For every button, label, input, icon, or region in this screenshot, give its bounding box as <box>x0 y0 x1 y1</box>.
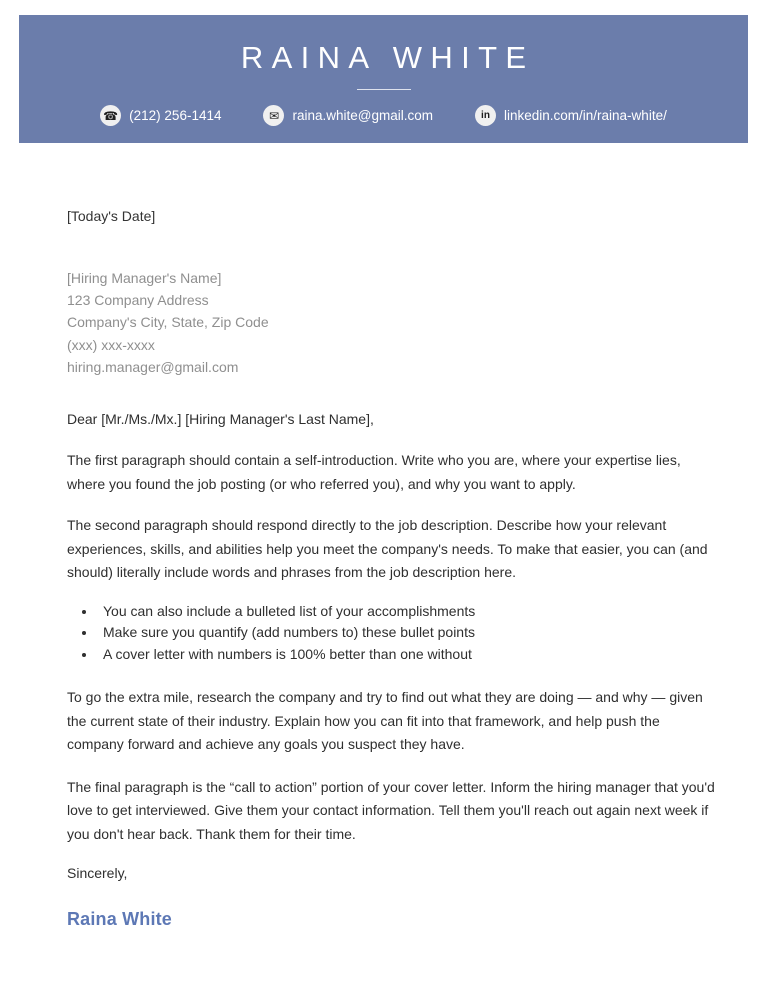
signature: Raina White <box>67 908 172 929</box>
letter-body <box>67 143 715 931</box>
recipient-email: hiring.manager@gmail.com <box>67 359 239 376</box>
list-item: • You can also include a bulleted list of your accomplishments <box>97 601 715 623</box>
linkedin-contact <box>475 105 667 126</box>
envelope-icon: ✉ <box>263 105 284 126</box>
recipient-block <box>67 267 715 379</box>
paragraph-extra-mile: To go the extra mile, research the company and try to find out what they are doing — and why — given the current state of their industry. Explain how you can fit into that framework, and help push the company forward and achieve any goals you suspect they have. <box>67 689 703 753</box>
paragraph-intro: The first paragraph should contain a self-introduction. Write who you are, where your expertise lies, where you found the job posting (or who referred you), and why you want to apply. <box>67 452 681 492</box>
person-name: RAINA WHITE <box>240 40 535 75</box>
paragraph-job-description: The second paragraph should respond directly to the job description. Describe how your relevant experiences, skills, and abilities help you meet the company's needs. To make that easier, you can (and should) literally include words and phrases from the job description here. <box>67 517 708 581</box>
letter-header <box>19 15 748 143</box>
email-address: raina.white@gmail.com <box>292 108 433 123</box>
phone-icon: ☎ <box>100 105 121 126</box>
email-contact <box>263 105 433 126</box>
linkedin-url: linkedin.com/in/raina-white/ <box>504 108 667 123</box>
recipient-address: 123 Company Address <box>67 291 209 308</box>
header-divider <box>357 89 411 90</box>
list-item: • A cover letter with numbers is 100% better than one without <box>97 644 715 666</box>
recipient-city-state-zip: Company's City, State, Zip Code <box>67 314 269 331</box>
contact-row <box>19 105 748 126</box>
recipient-name: [Hiring Manager's Name] <box>67 269 222 286</box>
phone-number: (212) 256-1414 <box>129 108 222 123</box>
list-item: • Make sure you quantify (add numbers to) these bullet points <box>97 622 715 644</box>
salutation: Dear [Mr./Ms./Mx.] [Hiring Manager's Last Name], <box>67 410 374 427</box>
date-line: [Today's Date] <box>67 208 156 224</box>
recipient-phone: (xxx) xxx-xxxx <box>67 336 155 353</box>
linkedin-icon: in <box>475 105 496 126</box>
accomplishments-list <box>67 601 715 666</box>
closing: Sincerely, <box>67 865 128 882</box>
phone-contact <box>100 105 221 126</box>
paragraph-call-to-action: The final paragraph is the “call to action” portion of your cover letter. Inform the hiring manager that you'd love to get interviewed. Give them your contact information. Tell them you'll reach out again next week if you don't hear back. Thank them for their time. <box>67 778 715 842</box>
